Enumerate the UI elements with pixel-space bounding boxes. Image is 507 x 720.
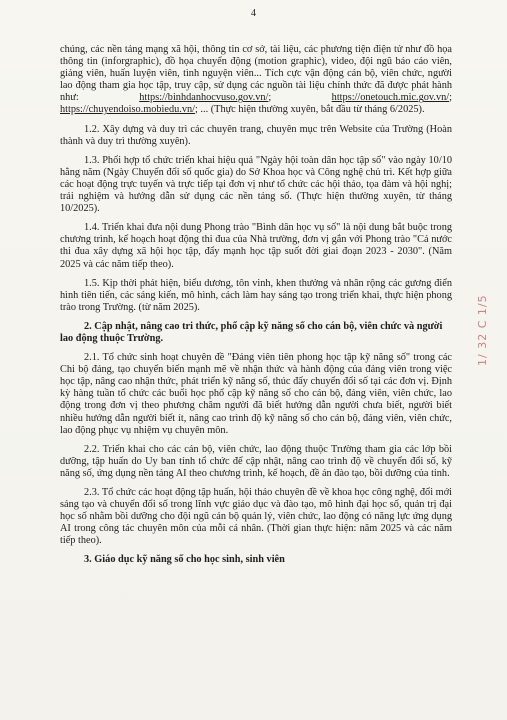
paragraph-text: chúng, các nền tảng mạng xã hội, thông tin cơ sở, tài liệu, các phương tiện điện tử như đồ họa thông tin (inforgraphic), đồ họa chuyển động (motion graphic), video, đội ngũ báo cáo viên, giảng viên, huấn luyện viên, tình nguyện viên... Tích cực vận động cán bộ, viên chức, người lao động tham gia học tập, truy cập, sử dụng các nguồn tài liệu chính thức đã được phát hành như: xyxy=(60,44,452,104)
link-binhdanhocvuso[interactable]: https://binhdanhocvuso.gov.vn/ xyxy=(139,92,269,104)
separator: ; xyxy=(449,92,452,104)
paragraph-1-4: 1.4. Triển khai đưa nội dung Phong trào "Bình dân học vụ số" là nội dung bắt buộc trong chương trình, kế hoạch hoạt động thi đua của Nhà trường, đơn vị gắn với Phong trào "Cả nước thi đua xây dựng xã hội học tập, đẩy mạnh học tập suốt đời giai đoạn 2023 - 2030". (Năm 2025 và các năm tiếp theo). xyxy=(60,222,452,270)
paragraph-text: ; ... (Thực hiện thường xuyên, bắt đầu từ tháng 6/2025). xyxy=(195,104,425,116)
paragraph-2-1: 2.1. Tổ chức sinh hoạt chuyên đề "Đảng viên tiên phong học tập kỹ năng số" trong các Chi bộ đảng, tạo chuyển biến mạnh mẽ về nhận thức và hành động của đảng viên trong việc học tập, nâng cao nhận thức, phát triển kỹ năng số, thúc đẩy chuyển đổi số tại các đơn vị. Định kỳ hàng tuần tổ chức các buổi học phổ cập kỹ năng số cho cán bộ, đảng viên, viên chức, lao động trong đơn vị theo phương châm người đã biết hướng dẫn người chưa biết, người biết nhiều hướng dẫn người biết ít, nâng cao trình độ kỹ năng số cho cán bộ, đảng viên, viên chức, lao động phục vụ nhiệm vụ chuyên môn. xyxy=(60,352,452,436)
separator: ; xyxy=(268,92,332,104)
link-chuyendoiso[interactable]: https://chuyendoiso.mobiedu.vn/ xyxy=(60,104,195,116)
handwritten-margin-note: 1/ 32 C 1/5 xyxy=(476,294,489,366)
paragraph-2-3: 2.3. Tổ chức các hoạt động tập huấn, hội thảo chuyên đề về khoa học công nghệ, đổi mới sáng tạo và chuyển đổi số trong lĩnh vực giáo dục và đào tạo, mô hình đại học số, quản trị đại học số nhằm bồi dưỡng cho đội ngũ cán bộ quản lý, viên chức, lao động có năng lực ứng dụng AI trong công tác chuyên môn của mỗi cá nhân. (Thời gian thực hiện: năm 2025 và các năm tiếp theo). xyxy=(60,487,452,547)
link-onetouch[interactable]: https://onetouch.mic.gov.vn/ xyxy=(331,92,450,104)
section-heading-2: 2. Cập nhật, nâng cao tri thức, phổ cập kỹ năng số cho cán bộ, viên chức và người lao động thuộc Trường. xyxy=(60,320,443,344)
page-number: 4 xyxy=(251,8,256,19)
paragraph-1-5: 1.5. Kịp thời phát hiện, biểu dương, tôn vinh, khen thưởng và nhân rộng các gương điển hình tiên tiến, các sáng kiến, mô hình, cách làm hay sáng tạo trong triển khai, thực hiện phong trào trong Trường. (từ năm 2025). xyxy=(60,277,452,313)
paragraph-1-3: 1.3. Phối hợp tổ chức triển khai hiệu quả "Ngày hội toàn dân học tập số" vào ngày 10/10 hằng năm (Ngày Chuyển đổi số quốc gia) do Sở Khoa học và Công nghệ chủ trì. Kết hợp giữa các hoạt động trực tuyến và trực tiếp tại đơn vị như tổ chức các hội thảo, tọa đàm và hội nghị; trải nghiệm và hướng dẫn sử dụng các nền tảng số. (Thực hiện thường xuyên, từ tháng 10/2025). xyxy=(60,154,452,215)
document-body xyxy=(60,44,452,574)
paragraph-continuation xyxy=(60,44,452,117)
paragraph-1-2: 1.2. Xây dựng và duy trì các chuyên trang, chuyên mục trên Website của Trường (Hoàn thành và duy trì thường xuyên). xyxy=(60,123,452,147)
paragraph-2-2: 2.2. Triển khai cho các cán bộ, viên chức, lao động thuộc Trường tham gia các lớp bồi dưỡng, tập huấn do Uy ban tỉnh tổ chức để cập nhật, nâng cao trình độ về chuyển đổi số, kỹ năng số, ứng dụng nền tảng AI theo chương trình, kế hoạch, đề án đào tạo, bồi dưỡng của tỉnh. xyxy=(60,443,452,479)
section-heading-3: 3. Giáo dục kỹ năng số cho học sinh, sinh viên xyxy=(84,554,285,566)
